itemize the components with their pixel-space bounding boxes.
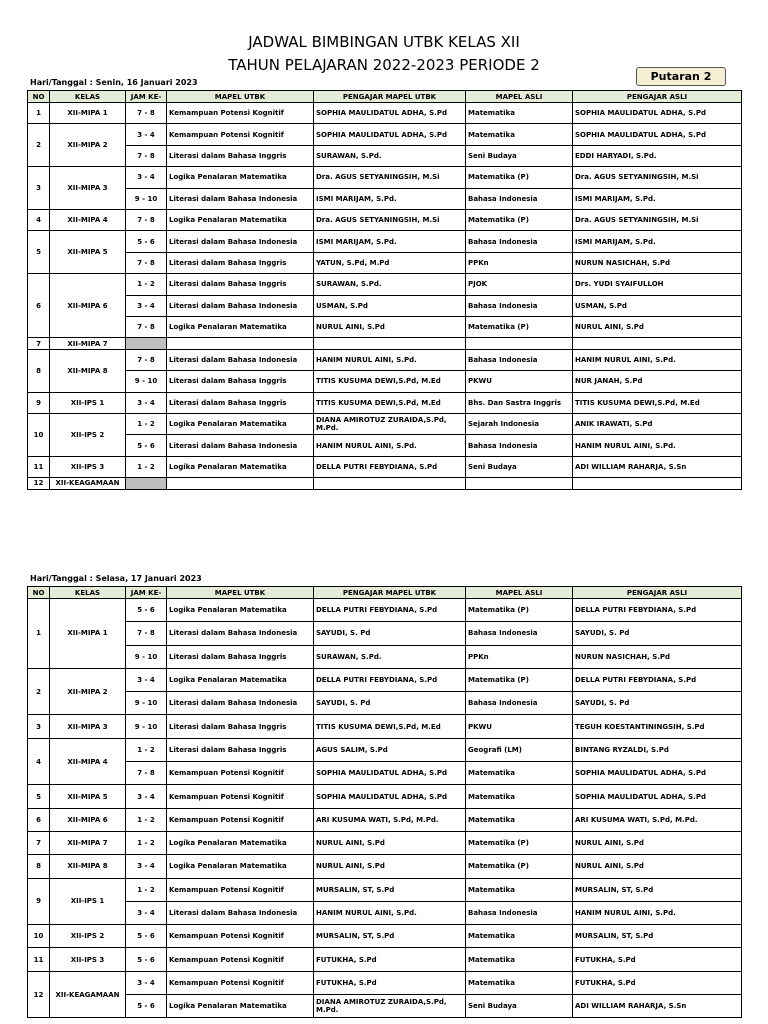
row-number: 4 <box>28 738 50 785</box>
row-number: 10 <box>28 925 50 948</box>
pengajar-asli-cell: NURUL AINI, S.Pd <box>573 855 742 878</box>
row-number: 7 <box>28 831 50 854</box>
table-row <box>28 316 742 337</box>
class-name: XII-KEAGAMAAN <box>50 971 126 1018</box>
table-row <box>28 831 742 854</box>
pengajar-asli-cell: NURUN NASICHAH, S.Pd <box>573 252 742 273</box>
mapel-utbk-cell: Logika Penalaran Matematika <box>167 413 314 434</box>
pengajar-asli-cell: ADI WILLIAM RAHARJA, S.Sn <box>573 456 742 477</box>
jam-cell: 7 - 8 <box>126 209 167 230</box>
pengajar-asli-cell: NURUL AINI, S.Pd <box>573 316 742 337</box>
pengajar-asli-cell: FUTUKHA, S.Pd <box>573 971 742 994</box>
row-number: 11 <box>28 456 50 477</box>
pengajar-utbk-cell: FUTUKHA, S.Pd <box>314 971 466 994</box>
column-header: JAM KE- <box>126 587 167 599</box>
pengajar-asli-cell: ISMI MARIJAM, S.Pd. <box>573 188 742 209</box>
pengajar-utbk-cell: SOPHIA MAULIDATUL ADHA, S.Pd <box>314 785 466 808</box>
empty-cell <box>167 338 314 350</box>
row-number: 3 <box>28 715 50 738</box>
pengajar-asli-cell: SOPHIA MAULIDATUL ADHA, S.Pd <box>573 103 742 124</box>
class-name: XII-IPS 1 <box>50 392 126 413</box>
row-number: 9 <box>28 392 50 413</box>
mapel-utbk-cell: Logika Penalaran Matematika <box>167 316 314 337</box>
pengajar-utbk-cell: FUTUKHA, S.Pd <box>314 948 466 971</box>
mapel-utbk-cell: Logika Penalaran Matematika <box>167 456 314 477</box>
class-name: XII-MIPA 3 <box>50 167 126 210</box>
row-number: 1 <box>28 599 50 669</box>
empty-cell <box>314 338 466 350</box>
table-row <box>28 715 742 738</box>
column-header: PENGAJAR ASLI <box>573 587 742 599</box>
pengajar-asli-cell: SAYUDI, S. Pd <box>573 692 742 715</box>
mapel-asli-cell: PJOK <box>466 274 573 295</box>
mapel-asli-cell: Matematika <box>466 103 573 124</box>
class-name: XII-MIPA 7 <box>50 338 126 350</box>
pengajar-asli-cell: NUR JANAH, S.Pd <box>573 371 742 392</box>
mapel-asli-cell: Bahasa Indonesia <box>466 622 573 645</box>
table-row <box>28 252 742 273</box>
mapel-asli-cell: Matematika <box>466 124 573 145</box>
column-header: JAM KE- <box>126 91 167 103</box>
column-header: MAPEL UTBK <box>167 587 314 599</box>
column-header: NO <box>28 91 50 103</box>
putaran-badge: Putaran 2 <box>636 67 726 86</box>
jam-cell: 7 - 8 <box>126 762 167 785</box>
class-name: XII-MIPA 7 <box>50 831 126 854</box>
pengajar-asli-cell: ANIK IRAWATI, S.Pd <box>573 413 742 434</box>
jam-cell: 5 - 6 <box>126 925 167 948</box>
mapel-utbk-cell: Kemampuan Potensi Kognitif <box>167 762 314 785</box>
table-row <box>28 188 742 209</box>
table-row <box>28 878 742 901</box>
pengajar-asli-cell: HANIM NURUL AINI, S.Pd. <box>573 901 742 924</box>
pengajar-utbk-cell: SURAWAN, S.Pd. <box>314 274 466 295</box>
pengajar-utbk-cell: DELLA PUTRI FEBYDIANA, S.Pd <box>314 599 466 622</box>
mapel-utbk-cell: Kemampuan Potensi Kognitif <box>167 948 314 971</box>
pengajar-asli-cell: TEGUH KOESTANTININGSIH, S.Pd <box>573 715 742 738</box>
mapel-utbk-cell: Literasi dalam Bahasa Indonesia <box>167 901 314 924</box>
mapel-utbk-cell: Kemampuan Potensi Kognitif <box>167 878 314 901</box>
row-number: 11 <box>28 948 50 971</box>
row-number: 8 <box>28 349 50 392</box>
jam-cell: 7 - 8 <box>126 316 167 337</box>
pengajar-asli-cell: Dra. AGUS SETYANINGSIH, M.Si <box>573 167 742 188</box>
pengajar-utbk-cell: ISMI MARIJAM, S.Pd. <box>314 188 466 209</box>
mapel-asli-cell: Bahasa Indonesia <box>466 349 573 370</box>
pengajar-asli-cell: SAYUDI, S. Pd <box>573 622 742 645</box>
class-name: XII-MIPA 1 <box>50 599 126 669</box>
pengajar-asli-cell: MURSALIN, ST, S.Pd <box>573 878 742 901</box>
pengajar-asli-cell: USMAN, S.Pd <box>573 295 742 316</box>
mapel-asli-cell: Sejarah Indonesia <box>466 413 573 434</box>
pengajar-utbk-cell: DIANA AMIROTUZ ZURAIDA,S.Pd, M.Pd. <box>314 995 466 1018</box>
pengajar-asli-cell: ISMI MARIJAM, S.Pd. <box>573 231 742 252</box>
jam-cell: 1 - 2 <box>126 808 167 831</box>
table-row <box>28 692 742 715</box>
table-row <box>28 925 742 948</box>
table-row <box>28 231 742 252</box>
header-row <box>28 587 742 599</box>
table-row <box>28 145 742 166</box>
jam-cell: 9 - 10 <box>126 645 167 668</box>
pengajar-utbk-cell: TITIS KUSUMA DEWI,S.Pd, M.Ed <box>314 715 466 738</box>
document-title: JADWAL BIMBINGAN UTBK KELAS XII <box>248 33 520 51</box>
column-header: PENGAJAR ASLI <box>573 91 742 103</box>
table-row <box>28 274 742 295</box>
pengajar-asli-cell: MURSALIN, ST, S.Pd <box>573 925 742 948</box>
row-number: 8 <box>28 855 50 878</box>
mapel-asli-cell: Matematika (P) <box>466 209 573 230</box>
pengajar-asli-cell: HANIM NURUL AINI, S.Pd. <box>573 435 742 456</box>
column-header: MAPEL UTBK <box>167 91 314 103</box>
mapel-utbk-cell: Logika Penalaran Matematika <box>167 668 314 691</box>
pengajar-utbk-cell: SOPHIA MAULIDATUL ADHA, S.Pd <box>314 762 466 785</box>
table-row <box>28 478 742 490</box>
table-row <box>28 762 742 785</box>
mapel-asli-cell: PPKn <box>466 252 573 273</box>
mapel-utbk-cell: Literasi dalam Bahasa Inggris <box>167 252 314 273</box>
table-row <box>28 785 742 808</box>
pengajar-utbk-cell: SURAWAN, S.Pd. <box>314 145 466 166</box>
mapel-asli-cell: Bahasa Indonesia <box>466 295 573 316</box>
class-name: XII-MIPA 8 <box>50 349 126 392</box>
row-number: 1 <box>28 103 50 124</box>
mapel-utbk-cell: Logika Penalaran Matematika <box>167 995 314 1018</box>
class-name: XII-MIPA 5 <box>50 785 126 808</box>
mapel-asli-cell: Matematika (P) <box>466 167 573 188</box>
mapel-utbk-cell: Logika Penalaran Matematika <box>167 831 314 854</box>
class-name: XII-IPS 2 <box>50 925 126 948</box>
mapel-utbk-cell: Kemampuan Potensi Kognitif <box>167 785 314 808</box>
empty-cell <box>466 478 573 490</box>
table-row <box>28 103 742 124</box>
table-row <box>28 435 742 456</box>
mapel-asli-cell: Bahasa Indonesia <box>466 901 573 924</box>
jam-cell: 3 - 4 <box>126 124 167 145</box>
class-name: XII-MIPA 2 <box>50 668 126 715</box>
jam-cell: 9 - 10 <box>126 692 167 715</box>
pengajar-asli-cell: SOPHIA MAULIDATUL ADHA, S.Pd <box>573 762 742 785</box>
mapel-utbk-cell: Logika Penalaran Matematika <box>167 167 314 188</box>
pengajar-asli-cell: NURUN NASICHAH, S.Pd <box>573 645 742 668</box>
jam-cell: 7 - 8 <box>126 349 167 370</box>
column-header: MAPEL ASLI <box>466 587 573 599</box>
jam-cell: 3 - 4 <box>126 855 167 878</box>
class-name: XII-IPS 3 <box>50 456 126 477</box>
pengajar-utbk-cell: SOPHIA MAULIDATUL ADHA, S.Pd <box>314 103 466 124</box>
mapel-utbk-cell: Literasi dalam Bahasa Indonesia <box>167 188 314 209</box>
mapel-asli-cell: Matematika <box>466 971 573 994</box>
mapel-asli-cell: Matematika <box>466 785 573 808</box>
pengajar-utbk-cell: MURSALIN, ST, S.Pd <box>314 878 466 901</box>
pengajar-utbk-cell: SAYUDI, S. Pd <box>314 622 466 645</box>
jam-cell: 5 - 6 <box>126 231 167 252</box>
row-number: 10 <box>28 413 50 456</box>
pengajar-utbk-cell: NURUL AINI, S.Pd <box>314 855 466 878</box>
mapel-asli-cell: Matematika <box>466 808 573 831</box>
pengajar-utbk-cell: SURAWAN, S.Pd. <box>314 645 466 668</box>
class-name: XII-MIPA 4 <box>50 738 126 785</box>
class-name: XII-MIPA 1 <box>50 103 126 124</box>
jam-cell: 7 - 8 <box>126 145 167 166</box>
mapel-asli-cell: PKWU <box>466 715 573 738</box>
row-number: 7 <box>28 338 50 350</box>
empty-cell <box>126 338 167 350</box>
mapel-asli-cell: Seni Budaya <box>466 456 573 477</box>
schedule-table <box>27 586 742 1018</box>
mapel-asli-cell: Bahasa Indonesia <box>466 692 573 715</box>
table-row <box>28 901 742 924</box>
empty-cell <box>126 478 167 490</box>
pengajar-asli-cell: FUTUKHA, S.Pd <box>573 948 742 971</box>
class-name: XII-IPS 2 <box>50 413 126 456</box>
pengajar-utbk-cell: TITIS KUSUMA DEWI,S.Pd, M.Ed <box>314 392 466 413</box>
mapel-utbk-cell: Kemampuan Potensi Kognitif <box>167 925 314 948</box>
mapel-asli-cell: Geografi (LM) <box>466 738 573 761</box>
pengajar-asli-cell: ARI KUSUMA WATI, S.Pd, M.Pd. <box>573 808 742 831</box>
jam-cell: 1 - 2 <box>126 738 167 761</box>
mapel-utbk-cell: Literasi dalam Bahasa Inggris <box>167 371 314 392</box>
pengajar-asli-cell: NURUL AINI, S.Pd <box>573 831 742 854</box>
mapel-utbk-cell: Literasi dalam Bahasa Inggris <box>167 715 314 738</box>
mapel-asli-cell: Matematika <box>466 948 573 971</box>
column-header: PENGAJAR MAPEL UTBK <box>314 91 466 103</box>
day-label: Hari/Tanggal : Senin, 16 Januari 2023 <box>30 78 198 87</box>
pengajar-asli-cell: BINTANG RYZALDI, S.Pd <box>573 738 742 761</box>
class-name: XII-MIPA 5 <box>50 231 126 274</box>
pengajar-asli-cell: DELLA PUTRI FEBYDIANA, S.Pd <box>573 599 742 622</box>
mapel-utbk-cell: Kemampuan Potensi Kognitif <box>167 808 314 831</box>
table-row <box>28 456 742 477</box>
pengajar-asli-cell: SOPHIA MAULIDATUL ADHA, S.Pd <box>573 124 742 145</box>
row-number: 2 <box>28 668 50 715</box>
header-row <box>28 91 742 103</box>
mapel-asli-cell: Seni Budaya <box>466 995 573 1018</box>
mapel-asli-cell: Matematika <box>466 925 573 948</box>
pengajar-utbk-cell: Dra. AGUS SETYANINGSIH, M.Si <box>314 167 466 188</box>
class-name: XII-IPS 3 <box>50 948 126 971</box>
jam-cell: 3 - 4 <box>126 392 167 413</box>
pengajar-utbk-cell: DELLA PUTRI FEBYDIANA, S.Pd <box>314 456 466 477</box>
table-row <box>28 668 742 691</box>
pengajar-utbk-cell: SAYUDI, S. Pd <box>314 692 466 715</box>
column-header: KELAS <box>50 91 126 103</box>
column-header: KELAS <box>50 587 126 599</box>
empty-cell <box>314 478 466 490</box>
jam-cell: 5 - 6 <box>126 599 167 622</box>
row-number: 12 <box>28 478 50 490</box>
row-number: 12 <box>28 971 50 1018</box>
class-name: XII-IPS 1 <box>50 878 126 925</box>
mapel-asli-cell: Matematika <box>466 878 573 901</box>
row-number: 2 <box>28 124 50 167</box>
table-row <box>28 371 742 392</box>
table-row <box>28 995 742 1018</box>
jam-cell: 1 - 2 <box>126 456 167 477</box>
jam-cell: 3 - 4 <box>126 785 167 808</box>
pengajar-utbk-cell: NURUL AINI, S.Pd <box>314 316 466 337</box>
mapel-asli-cell: Bahasa Indonesia <box>466 435 573 456</box>
row-number: 9 <box>28 878 50 925</box>
empty-cell <box>573 338 742 350</box>
pengajar-utbk-cell: ISMI MARIJAM, S.Pd. <box>314 231 466 252</box>
jam-cell: 5 - 6 <box>126 995 167 1018</box>
day-label: Hari/Tanggal : Selasa, 17 Januari 2023 <box>30 574 202 583</box>
mapel-utbk-cell: Literasi dalam Bahasa Inggris <box>167 145 314 166</box>
schedule-table <box>27 90 742 490</box>
jam-cell: 5 - 6 <box>126 435 167 456</box>
jam-cell: 1 - 2 <box>126 831 167 854</box>
class-name: XII-KEAGAMAAN <box>50 478 126 490</box>
jam-cell: 1 - 2 <box>126 274 167 295</box>
mapel-asli-cell: Matematika (P) <box>466 316 573 337</box>
mapel-asli-cell: Bahasa Indonesia <box>466 231 573 252</box>
mapel-asli-cell: Matematika (P) <box>466 599 573 622</box>
table-row <box>28 209 742 230</box>
mapel-asli-cell: Seni Budaya <box>466 145 573 166</box>
mapel-utbk-cell: Literasi dalam Bahasa Inggris <box>167 274 314 295</box>
jam-cell: 9 - 10 <box>126 371 167 392</box>
table-row <box>28 855 742 878</box>
jam-cell: 1 - 2 <box>126 413 167 434</box>
column-header: MAPEL ASLI <box>466 91 573 103</box>
table-row <box>28 295 742 316</box>
class-name: XII-MIPA 4 <box>50 209 126 230</box>
mapel-asli-cell: Matematika <box>466 762 573 785</box>
mapel-utbk-cell: Kemampuan Potensi Kognitif <box>167 124 314 145</box>
jam-cell: 3 - 4 <box>126 668 167 691</box>
mapel-asli-cell: Matematika (P) <box>466 831 573 854</box>
mapel-utbk-cell: Literasi dalam Bahasa Indonesia <box>167 692 314 715</box>
pengajar-utbk-cell: NURUL AINI, S.Pd <box>314 831 466 854</box>
jam-cell: 7 - 8 <box>126 103 167 124</box>
table-row <box>28 622 742 645</box>
mapel-asli-cell: Bhs. Dan Sastra Inggris <box>466 392 573 413</box>
row-number: 6 <box>28 808 50 831</box>
pengajar-utbk-cell: DIANA AMIROTUZ ZURAIDA,S.Pd, M.Pd. <box>314 413 466 434</box>
jam-cell: 3 - 4 <box>126 167 167 188</box>
mapel-utbk-cell: Literasi dalam Bahasa Indonesia <box>167 231 314 252</box>
pengajar-asli-cell: SOPHIA MAULIDATUL ADHA, S.Pd <box>573 785 742 808</box>
pengajar-asli-cell: TITIS KUSUMA DEWI,S.Pd, M.Ed <box>573 392 742 413</box>
jam-cell: 1 - 2 <box>126 878 167 901</box>
row-number: 6 <box>28 274 50 338</box>
jam-cell: 3 - 4 <box>126 295 167 316</box>
table-row <box>28 392 742 413</box>
table-row <box>28 338 742 350</box>
document-subtitle: TAHUN PELAJARAN 2022-2023 PERIODE 2 <box>228 56 540 74</box>
pengajar-asli-cell: Drs. YUDI SYAIFULLOH <box>573 274 742 295</box>
pengajar-utbk-cell: AGUS SALIM, S.Pd <box>314 738 466 761</box>
class-name: XII-MIPA 2 <box>50 124 126 167</box>
pengajar-utbk-cell: MURSALIN, ST, S.Pd <box>314 925 466 948</box>
empty-cell <box>167 478 314 490</box>
pengajar-utbk-cell: YATUN, S.Pd, M.Pd <box>314 252 466 273</box>
mapel-utbk-cell: Logika Penalaran Matematika <box>167 599 314 622</box>
mapel-utbk-cell: Kemampuan Potensi Kognitif <box>167 103 314 124</box>
jam-cell: 9 - 10 <box>126 715 167 738</box>
jam-cell: 7 - 8 <box>126 622 167 645</box>
table-row <box>28 971 742 994</box>
mapel-asli-cell: Bahasa Indonesia <box>466 188 573 209</box>
mapel-utbk-cell: Literasi dalam Bahasa Indonesia <box>167 349 314 370</box>
pengajar-asli-cell: DELLA PUTRI FEBYDIANA, S.Pd <box>573 668 742 691</box>
pengajar-utbk-cell: HANIM NURUL AINI, S.Pd. <box>314 901 466 924</box>
mapel-utbk-cell: Literasi dalam Bahasa Inggris <box>167 645 314 668</box>
empty-cell <box>573 478 742 490</box>
jam-cell: 3 - 4 <box>126 901 167 924</box>
table-row <box>28 124 742 145</box>
mapel-utbk-cell: Kemampuan Potensi Kognitif <box>167 971 314 994</box>
class-name: XII-MIPA 6 <box>50 274 126 338</box>
pengajar-utbk-cell: TITIS KUSUMA DEWI,S.Pd, M.Ed <box>314 371 466 392</box>
row-number: 5 <box>28 785 50 808</box>
pengajar-utbk-cell: DELLA PUTRI FEBYDIANA, S.Pd <box>314 668 466 691</box>
mapel-utbk-cell: Literasi dalam Bahasa Inggris <box>167 738 314 761</box>
empty-cell <box>466 338 573 350</box>
jam-cell: 3 - 4 <box>126 971 167 994</box>
pengajar-asli-cell: ADI WILLIAM RAHARJA, S.Sn <box>573 995 742 1018</box>
table-row <box>28 599 742 622</box>
pengajar-utbk-cell: HANIM NURUL AINI, S.Pd. <box>314 349 466 370</box>
mapel-utbk-cell: Literasi dalam Bahasa Indonesia <box>167 295 314 316</box>
pengajar-utbk-cell: Dra. AGUS SETYANINGSIH, M.Si <box>314 209 466 230</box>
table-row <box>28 645 742 668</box>
table-row <box>28 738 742 761</box>
class-name: XII-MIPA 3 <box>50 715 126 738</box>
pengajar-asli-cell: Dra. AGUS SETYANINGSIH, M.Si <box>573 209 742 230</box>
row-number: 5 <box>28 231 50 274</box>
column-header: NO <box>28 587 50 599</box>
mapel-utbk-cell: Literasi dalam Bahasa Indonesia <box>167 622 314 645</box>
mapel-utbk-cell: Logika Penalaran Matematika <box>167 209 314 230</box>
mapel-asli-cell: PKWU <box>466 371 573 392</box>
mapel-utbk-cell: Logika Penalaran Matematika <box>167 855 314 878</box>
row-number: 3 <box>28 167 50 210</box>
pengajar-asli-cell: EDDI HARYADI, S.Pd. <box>573 145 742 166</box>
mapel-utbk-cell: Literasi dalam Bahasa Indonesia <box>167 435 314 456</box>
jam-cell: 7 - 8 <box>126 252 167 273</box>
mapel-utbk-cell: Literasi dalam Bahasa Inggris <box>167 392 314 413</box>
class-name: XII-MIPA 6 <box>50 808 126 831</box>
pengajar-utbk-cell: ARI KUSUMA WATI, S.Pd, M.Pd. <box>314 808 466 831</box>
pengajar-utbk-cell: SOPHIA MAULIDATUL ADHA, S.Pd <box>314 124 466 145</box>
mapel-asli-cell: Matematika (P) <box>466 855 573 878</box>
pengajar-utbk-cell: USMAN, S.Pd <box>314 295 466 316</box>
jam-cell: 9 - 10 <box>126 188 167 209</box>
table-row <box>28 349 742 370</box>
mapel-asli-cell: Matematika (P) <box>466 668 573 691</box>
class-name: XII-MIPA 8 <box>50 855 126 878</box>
pengajar-utbk-cell: HANIM NURUL AINI, S.Pd. <box>314 435 466 456</box>
jam-cell: 5 - 6 <box>126 948 167 971</box>
table-row <box>28 167 742 188</box>
mapel-asli-cell: PPKn <box>466 645 573 668</box>
row-number: 4 <box>28 209 50 230</box>
pengajar-asli-cell: HANIM NURUL AINI, S.Pd. <box>573 349 742 370</box>
table-row <box>28 948 742 971</box>
table-row <box>28 413 742 434</box>
column-header: PENGAJAR MAPEL UTBK <box>314 587 466 599</box>
table-row <box>28 808 742 831</box>
